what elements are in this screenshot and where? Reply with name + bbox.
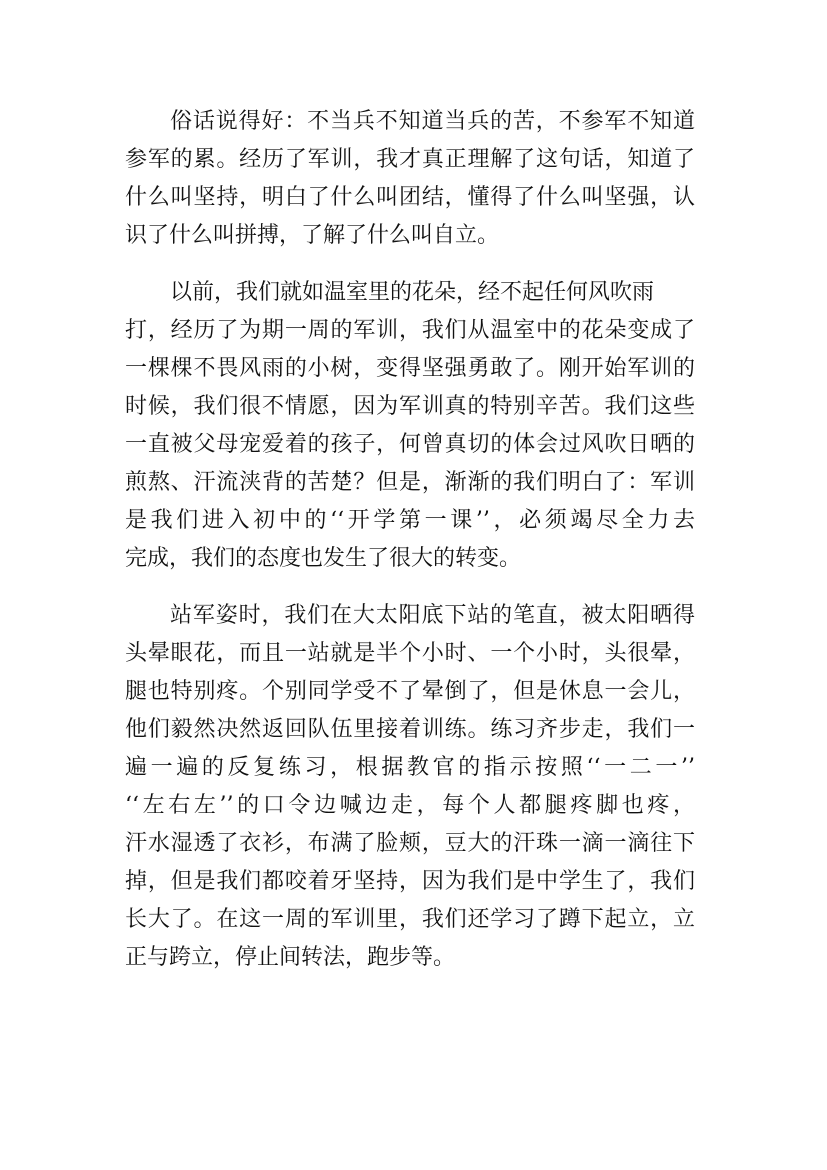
paragraph-2-line-7: 是我们进入初中的‘‘开学第一课’’，必须竭尽全力去 bbox=[125, 508, 695, 533]
paragraph-2-line-6: 煎熬、汗流浃背的苦楚？但是，渐渐的我们明白了：军训 bbox=[125, 470, 695, 495]
paragraph-3-line-10: 正与跨立，停止间转法，跑步等。 bbox=[125, 945, 456, 970]
paragraph-2-line-2: 打，经历了为期一周的军训，我们从温室中的花朵变成了 bbox=[125, 318, 695, 343]
paragraph-1-line-3: 什么叫坚持，明白了什么叫团结，懂得了什么叫坚强，认 bbox=[125, 185, 695, 210]
paragraph-2-line-4: 时候，我们很不情愿，因为军训真的特别辛苦。我们这些 bbox=[125, 394, 695, 419]
paragraph-3-line-4: 他们毅然决然返回队伍里接着训练。练习齐步走，我们一 bbox=[125, 717, 695, 742]
paragraph-3-line-1: 站军姿时，我们在大太阳底下站的笔直，被太阳晒得 bbox=[170, 603, 695, 628]
paragraph-1-line-4: 识了什么叫拼搏，了解了什么叫自立。 bbox=[125, 223, 500, 248]
paragraph-2-line-8: 完成，我们的态度也发生了很大的转变。 bbox=[125, 546, 522, 571]
paragraph-3-line-9: 长大了。在这一周的军训里，我们还学习了蹲下起立，立 bbox=[125, 907, 695, 932]
paragraph-3-line-7: 汗水湿透了衣衫，布满了脸颊，豆大的汗珠一滴一滴往下 bbox=[125, 831, 695, 856]
paragraph-1-line-2: 参军的累。经历了军训，我才真正理解了这句话，知道了 bbox=[125, 147, 695, 172]
paragraph-3-line-6: ‘‘左右左’’的口令边喊边走，每个人都腿疼脚也疼， bbox=[125, 793, 695, 818]
paragraph-3-line-8: 掉，但是我们都咬着牙坚持，因为我们是中学生了，我们 bbox=[125, 869, 695, 894]
paragraph-3-line-2: 头晕眼花，而且一站就是半个小时、一个小时，头很晕， bbox=[125, 641, 695, 666]
paragraph-2-line-5: 一直被父母宠爱着的孩子，何曾真切的体会过风吹日晒的 bbox=[125, 432, 695, 457]
paragraph-2-line-1: 以前，我们就如温室里的花朵，经不起任何风吹雨 bbox=[170, 280, 655, 305]
paragraph-1-line-1: 俗话说得好：不当兵不知道当兵的苦，不参军不知道 bbox=[170, 109, 695, 134]
paragraph-3-line-3: 腿也特别疼。个别同学受不了晕倒了，但是休息一会儿， bbox=[125, 679, 695, 704]
paragraph-3-line-5: 遍一遍的反复练习，根据教官的指示按照‘‘一二一’’ bbox=[125, 755, 695, 780]
paragraph-2-line-3: 一棵棵不畏风雨的小树，变得坚强勇敢了。刚开始军训的 bbox=[125, 356, 695, 381]
